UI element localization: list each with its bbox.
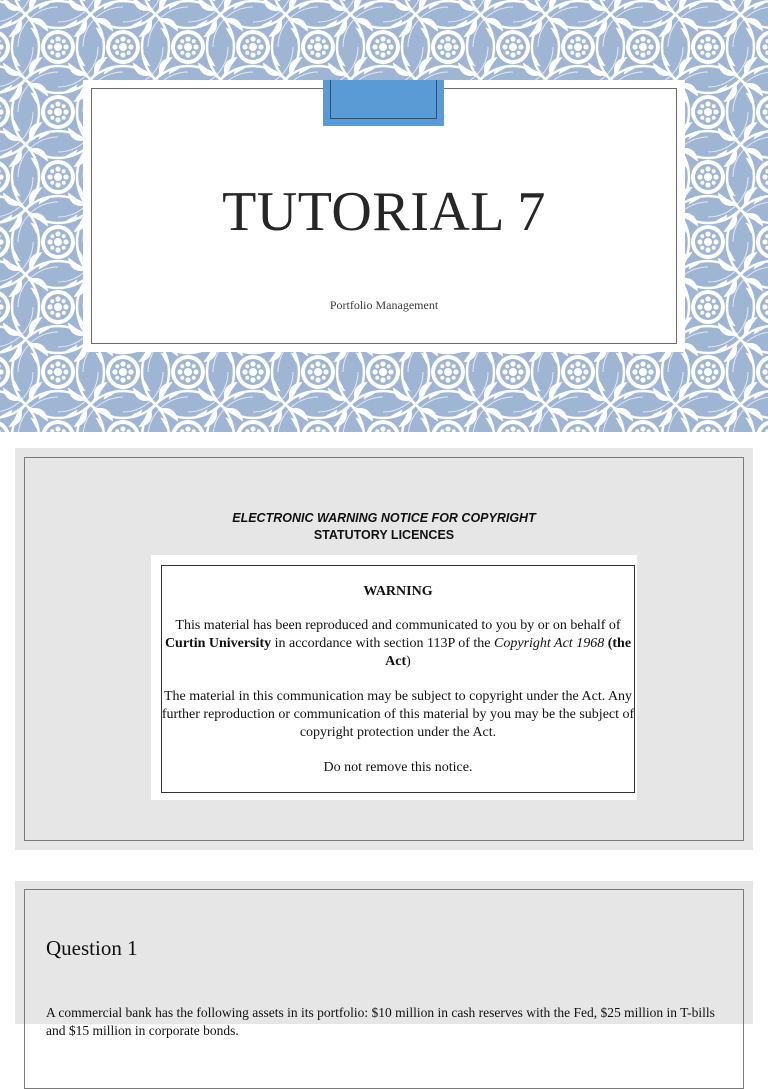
slide-title: TUTORIAL 7 xyxy=(222,181,546,243)
warning-p1-paren-close: ) xyxy=(406,654,411,669)
warning-notice-content xyxy=(161,583,635,794)
warning-p1-paren-open: ( xyxy=(604,636,613,651)
notice-heading-line1: ELECTRONIC WARNING NOTICE FOR COPYRIGHT xyxy=(232,511,536,525)
notice-heading-line2: STATUTORY LICENCES xyxy=(313,528,455,542)
slide-frame xyxy=(24,457,744,841)
warning-p1-text-c: in accordance with section 113P of the xyxy=(271,636,495,651)
warning-p1-act-name: Copyright Act 1968 xyxy=(494,636,605,651)
copyright-slide xyxy=(15,448,753,850)
warning-p1-text-a: This material has been reproduced and communicated to you by or on behalf of xyxy=(175,618,621,633)
warning-paragraph-2: The material in this communication may be subject to copyright under the Act. Any further reproduction or communication of this material by you may be the subject of copyright protection under the Act. xyxy=(161,689,635,740)
warning-notice-box xyxy=(151,555,637,800)
slide-frame xyxy=(24,889,744,1089)
warning-paragraph-3: Do not remove this notice. xyxy=(323,760,473,775)
title-accent-tab xyxy=(323,80,444,126)
warning-p1-the-act: the Act xyxy=(385,636,632,669)
warning-title: WARNING xyxy=(363,584,433,599)
title-accent-tab-inner xyxy=(330,80,437,119)
warning-p1-university: Curtin University xyxy=(164,636,272,651)
title-card xyxy=(83,80,685,352)
title-slide xyxy=(0,0,768,432)
warning-paragraph-1 xyxy=(161,617,635,671)
notice-heading xyxy=(25,510,743,544)
question-text: A commercial bank has the following assets in its portfolio: $10 million in cash reserves with the Fed, $25 million in T-bills and $15 million in corporate bonds. xyxy=(46,1005,715,1038)
question-slide xyxy=(15,881,753,1038)
slide-subtitle: Portfolio Management xyxy=(329,298,439,312)
question-title: Question 1 xyxy=(46,936,138,960)
